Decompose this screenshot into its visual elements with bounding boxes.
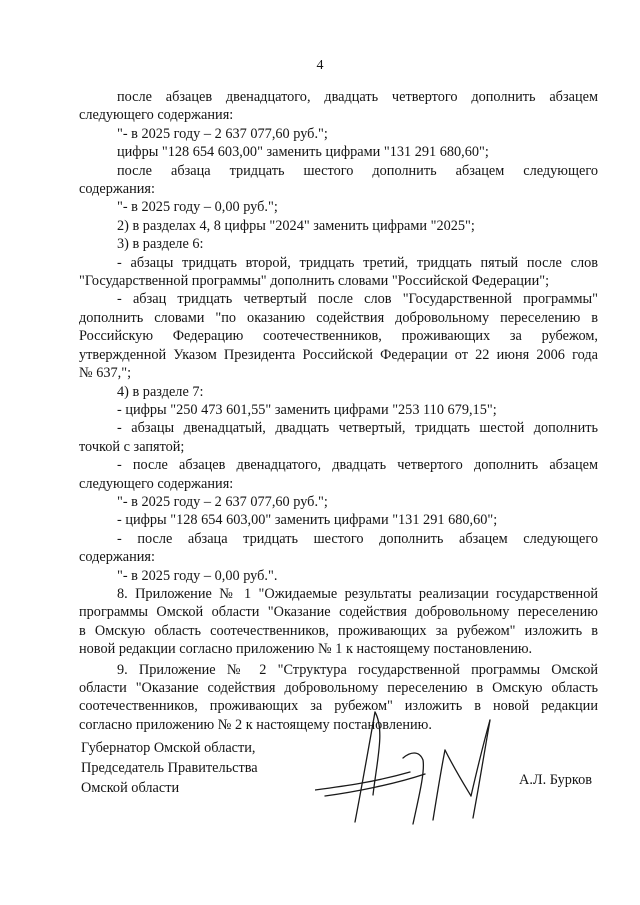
page-number: 4 <box>316 58 324 73</box>
text-line: точкой с запятой; <box>79 438 185 455</box>
signature-title-block <box>81 738 258 798</box>
text-line: дополнить словами "по оказанию содействия добровольному переселению в <box>79 309 598 326</box>
text-line: утвержденной Указом Президента Российской Федерации от 22 июня 2006 года <box>79 346 598 363</box>
handwritten-signature <box>315 700 515 840</box>
text-line: - абзацы тридцать второй, тридцать третий, тридцать пятый после слов <box>117 254 598 271</box>
text-line: цифры "128 654 603,00" заменить цифрами "131 291 680,60"; <box>117 144 489 161</box>
text-line: "- в 2025 году – 2 637 077,60 руб."; <box>117 493 328 510</box>
text-line: № 637,"; <box>79 365 132 382</box>
text-line: содержания: <box>79 181 155 198</box>
text-line: Российскую Федерацию соотечественников, проживающих за рубежом, <box>79 328 598 345</box>
text-line: - абзац тридцать четвертый после слов "Государственной программы" <box>117 291 598 308</box>
text-line: после абзацев двенадцатого, двадцать четвертого дополнить абзацем <box>117 89 598 105</box>
text-line: "- в 2025 году – 0,00 руб."; <box>117 199 278 216</box>
text-line: "- в 2025 году – 2 637 077,60 руб."; <box>117 125 328 142</box>
text-line: 3) в разделе 6: <box>117 236 204 253</box>
text-line: - после абзацев двенадцатого, двадцать четвертого дополнить абзацем <box>117 457 598 474</box>
text-line: новой редакции согласно приложению № 1 к настоящему постановлению. <box>79 641 533 658</box>
text-line: 8. Приложение № 1 "Ожидаемые результаты реализации государственной <box>117 585 598 602</box>
text-line: - цифры "128 654 603,00" заменить цифрами "131 291 680,60"; <box>117 512 498 529</box>
text-line: следующего содержания: <box>79 107 234 124</box>
text-line: - цифры "250 473 601,55" заменить цифрами "253 110 679,15"; <box>117 401 497 418</box>
signatory-title-line-3: Омской области <box>81 780 180 796</box>
text-line: после абзаца тридцать шестого дополнить абзацем следующего <box>117 162 598 179</box>
text-line: содержания: <box>79 549 155 566</box>
text-line: 9. Приложение № 2 "Структура государственной программы Омской <box>117 661 598 678</box>
text-line: в Омскую область соотечественников, проживающих за рубежом" изложить в <box>79 622 598 639</box>
text-line: "- в 2025 году – 0,00 руб.". <box>117 567 278 584</box>
text-line: программы Омской области "Оказание содействия добровольному переселению <box>79 604 598 621</box>
text-line: согласно приложению № 2 к настоящему постановлению. <box>79 716 432 733</box>
text-line: соотечественников, проживающих за рубежом" изложить в новой редакции <box>79 698 598 715</box>
text-line: области "Оказание содействия добровольному переселению в Омскую область <box>79 680 598 696</box>
signatory-name: А.Л. Бурков <box>519 772 593 788</box>
text-line: следующего содержания: <box>79 475 234 492</box>
text-line: 2) в разделах 4, 8 цифры "2024" заменить цифрами "2025"; <box>117 217 475 234</box>
signatory-title-line-2: Председатель Правительства <box>81 760 258 776</box>
text-line: "Государственной программы" дополнить словами "Российской Федерации"; <box>79 273 550 290</box>
text-line: - после абзаца тридцать шестого дополнить абзацем следующего <box>117 530 598 547</box>
text-line: 4) в разделе 7: <box>117 383 204 400</box>
document-body <box>79 88 598 734</box>
text-line: - абзацы двенадцатый, двадцать четвертый, тридцать шестой дополнить <box>117 420 598 437</box>
signatory-title-line-1: Губернатор Омской области, <box>81 740 256 756</box>
